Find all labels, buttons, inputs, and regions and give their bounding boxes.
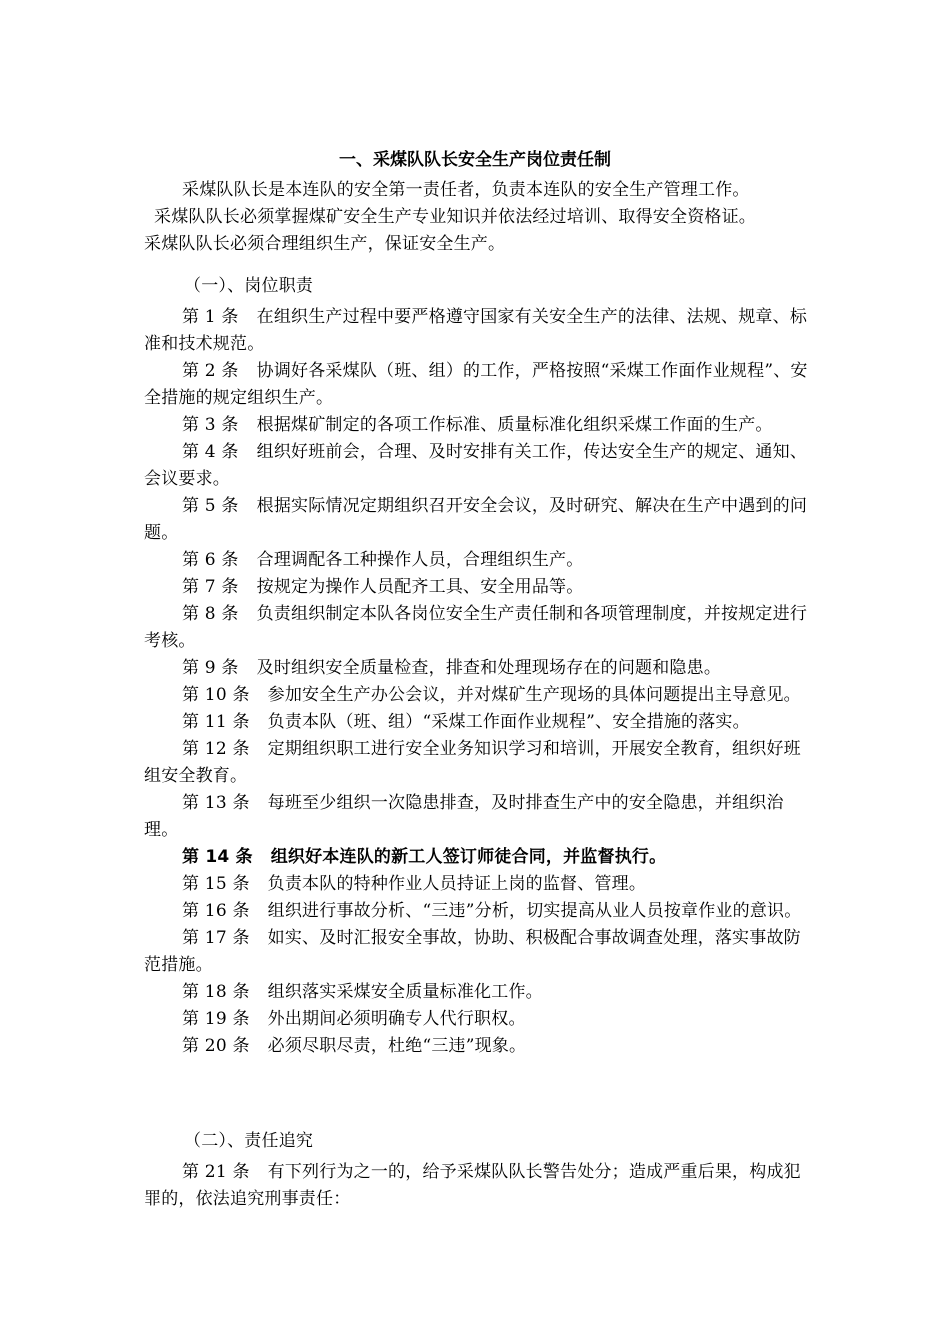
- articles-block: [144, 304, 814, 1060]
- article-number: 第 6 条: [182, 550, 239, 570]
- article-8: [144, 601, 814, 655]
- article-number: 第 10 条: [182, 685, 250, 705]
- article-16: [144, 898, 814, 925]
- article-20: [144, 1033, 814, 1060]
- article-21: [144, 1159, 814, 1213]
- article-number: 第 2 条: [182, 361, 239, 381]
- article-number: 第 8 条: [182, 604, 239, 624]
- section-heading-duties: （一）、岗位职责: [184, 276, 314, 296]
- intro-paragraph-2: 采煤队队长必须掌握煤矿安全生产专业知识并依法经过培训、取得安全资格证。: [154, 207, 756, 227]
- article-text: 根据煤矿制定的各项工作标准、质量标准化组织采煤工作面的生产。: [256, 415, 773, 435]
- article-text: 参加安全生产办公会议，并对煤矿生产现场的具体问题提出主导意见。: [267, 685, 801, 705]
- article-number: 第 16 条: [182, 901, 250, 921]
- article-number: 第 9 条: [182, 658, 239, 678]
- article-12: [144, 736, 814, 790]
- article-text: 负责组织制定本队各岗位安全生产责任制和各项管理制度，并按规定进行考核。: [144, 604, 808, 651]
- article-7: [144, 574, 814, 601]
- article-14: [144, 844, 814, 871]
- article-number: 第 19 条: [182, 1009, 250, 1029]
- article-15: [144, 871, 814, 898]
- document-title: 一、采煤队队长安全生产岗位责任制: [339, 150, 611, 170]
- intro-paragraph-1: 采煤队队长是本连队的安全第一责任者，负责本连队的安全生产管理工作。: [182, 180, 750, 200]
- article-4: [144, 439, 814, 493]
- article-number: 第 7 条: [182, 577, 239, 597]
- article-text: 必须尽职尽责，杜绝“三违”现象。: [267, 1036, 527, 1056]
- article-text: 每班至少组织一次隐患排查，及时排查生产中的安全隐患，并组织治理。: [144, 793, 784, 840]
- article-number: 第 11 条: [182, 712, 250, 732]
- article-3: [144, 412, 814, 439]
- article-number: 第 13 条: [182, 793, 250, 813]
- intro-block: [144, 177, 814, 258]
- article-number: 第 12 条: [182, 739, 250, 759]
- article-2: [144, 358, 814, 412]
- article-text: 根据实际情况定期组织召开安全会议，及时研究、解决在生产中遇到的问题。: [144, 496, 808, 543]
- article-text: 有下列行为之一的，给予采煤队队长警告处分；造成严重后果，构成犯罪的，依法追究刑事责任：: [144, 1162, 801, 1209]
- article-6: [144, 547, 814, 574]
- accountability-block: [144, 1128, 814, 1213]
- article-10: [144, 682, 814, 709]
- article-text: 负责本队的特种作业人员持证上岗的监督、管理。: [267, 874, 647, 894]
- article-text: 如实、及时汇报安全事故，协助、积极配合事故调查处理，落实事故防范措施。: [144, 928, 801, 975]
- article-text: 在组织生产过程中要严格遵守国家有关安全生产的法律、法规、规章、标准和技术规范。: [144, 307, 808, 354]
- article-number: 第 17 条: [182, 928, 250, 948]
- article-1: [144, 304, 814, 358]
- article-11: [144, 709, 814, 736]
- article-text: 组织好本连队的新工人签订师徒合同，并监督执行。: [270, 847, 667, 867]
- article-number: 第 15 条: [182, 874, 250, 894]
- article-text: 组织好班前会，合理、及时安排有关工作，传达安全生产的规定、通知、会议要求。: [144, 442, 808, 489]
- intro-paragraph-3: 采煤队队长必须合理组织生产，保证安全生产。: [144, 234, 506, 254]
- article-text: 负责本队（班、组）“采煤工作面作业规程”、安全措施的落实。: [267, 712, 750, 732]
- duties-block: [144, 273, 814, 300]
- article-18: [144, 979, 814, 1006]
- article-text: 及时组织安全质量检查，排查和处理现场存在的问题和隐患。: [256, 658, 722, 678]
- article-5: [144, 493, 814, 547]
- article-number: 第 14 条: [182, 847, 253, 867]
- article-text: 协调好各采煤队（班、组）的工作，严格按照“采煤工作面作业规程”、安全措施的规定组织生产。: [144, 361, 808, 408]
- section-heading-accountability: （二）、责任追究: [184, 1131, 314, 1151]
- article-text: 合理调配各工种操作人员，合理组织生产。: [256, 550, 584, 570]
- article-text: 组织落实采煤安全质量标准化工作。: [267, 982, 543, 1002]
- article-13: [144, 790, 814, 844]
- article-number: 第 5 条: [182, 496, 239, 516]
- article-text: 定期组织职工进行安全业务知识学习和培训，开展安全教育，组织好班组安全教育。: [144, 739, 801, 786]
- article-17: [144, 925, 814, 979]
- article-text: 外出期间必须明确专人代行职权。: [267, 1009, 526, 1029]
- article-number: 第 3 条: [182, 415, 239, 435]
- article-number: 第 1 条: [182, 307, 239, 327]
- article-number: 第 18 条: [182, 982, 250, 1002]
- article-number: 第 20 条: [182, 1036, 250, 1056]
- article-19: [144, 1006, 814, 1033]
- article-text: 按规定为操作人员配齐工具、安全用品等。: [256, 577, 584, 597]
- article-number: 第 4 条: [182, 442, 239, 462]
- article-9: [144, 655, 814, 682]
- article-text: 组织进行事故分析、“三违”分析，切实提高从业人员按章作业的意识。: [267, 901, 802, 921]
- article-number: 第 21 条: [182, 1162, 250, 1182]
